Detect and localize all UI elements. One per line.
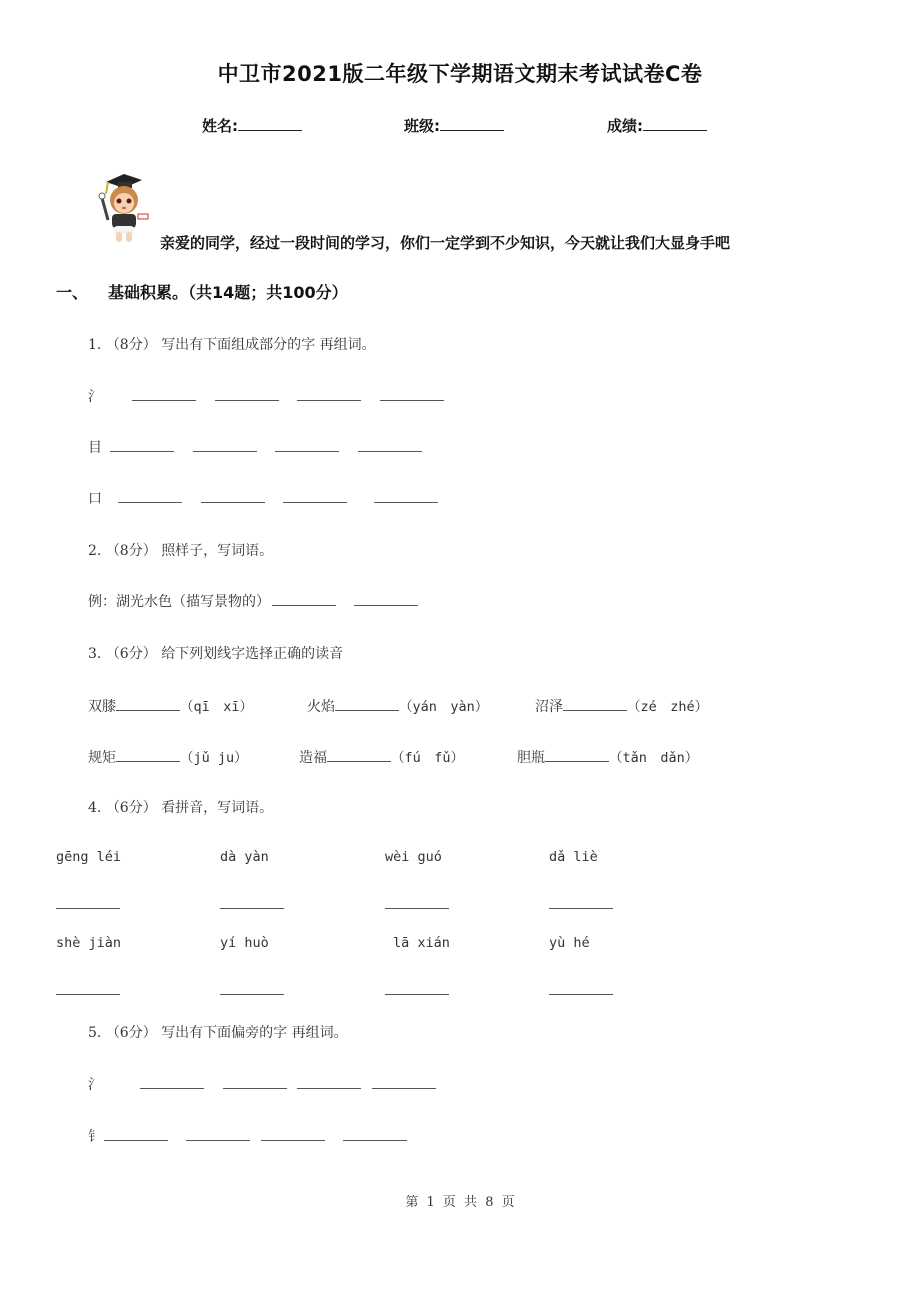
name-field[interactable] [202,115,302,136]
q1-row-1 [88,386,444,406]
name-blank[interactable] [238,116,302,131]
question-score: （6分） [105,646,157,662]
question-score: （6分） [105,1025,157,1041]
question-number: 1. [88,337,102,353]
answer-blank[interactable] [118,488,182,503]
answer-blank[interactable] [563,696,627,711]
q3-item [535,695,708,716]
word: 胆瓶 [517,750,545,766]
answer-blank[interactable] [549,980,613,995]
q3-item [307,695,488,716]
answer-blank[interactable] [380,386,444,401]
pinyin-options: （qī xī） [180,699,254,715]
word: 沼泽 [535,699,563,715]
answer-blank[interactable] [335,696,399,711]
section-heading [56,280,348,303]
q2-example-row [88,591,418,611]
question-prompt: 写出有下面偏旁的字 再组词。 [161,1025,348,1041]
answer-blank[interactable] [385,980,449,995]
answer-blank[interactable] [283,488,347,503]
question-number: 3. [88,646,102,662]
pinyin-item: shè jiàn [56,935,122,951]
word: 造福 [299,750,327,766]
q3-item [299,746,464,767]
answer-blank[interactable] [343,1126,407,1141]
answer-blank[interactable] [193,437,257,452]
answer-blank[interactable] [215,386,279,401]
score-blank[interactable] [643,116,707,131]
question-4 [88,797,273,817]
question-1 [88,334,376,354]
radical-label: 氵 [88,389,102,405]
question-score: （8分） [105,543,157,559]
name-label: 姓名: [202,117,238,135]
answer-blank[interactable] [116,696,180,711]
answer-blank[interactable] [372,1074,436,1089]
question-score: （6分） [105,800,157,816]
answer-blank[interactable] [186,1126,250,1141]
answer-blank[interactable] [220,894,284,909]
radical-label: 口 [88,491,102,507]
pinyin-item: wèi guó [385,849,442,865]
pinyin-options: （yán yàn） [399,699,489,715]
answer-blank[interactable] [275,437,339,452]
q1-row-2 [88,437,422,457]
word: 火焰 [307,699,335,715]
q5-row-2 [88,1126,407,1146]
word: 双膝 [88,699,116,715]
score-label: 成绩: [607,117,643,135]
pinyin-item: dà yàn [220,849,269,865]
section-title: 基础积累。（共14题；共100分） [108,283,348,302]
answer-blank[interactable] [110,437,174,452]
answer-blank[interactable] [327,747,391,762]
question-number: 4. [88,800,102,816]
question-3 [88,643,343,663]
pinyin-item: gēng léi [56,849,122,865]
pinyin-item: lā xián [393,935,450,951]
question-score: （8分） [105,337,157,353]
word: 规矩 [88,750,116,766]
answer-blank[interactable] [116,747,180,762]
question-prompt: 给下列划线字选择正确的读音 [161,646,344,662]
answer-blank[interactable] [545,747,609,762]
answer-blank[interactable] [140,1074,204,1089]
radical-label: 氵 [88,1077,102,1093]
question-prompt: 照样子，写词语。 [161,543,274,559]
answer-blank[interactable] [220,980,284,995]
answer-blank[interactable] [385,894,449,909]
class-blank[interactable] [440,116,504,131]
question-prompt: 写出有下面组成部分的字 再组词。 [161,337,376,353]
q3-item [88,695,253,716]
question-prompt: 看拼音，写词语。 [161,800,274,816]
page-footer: 第 1 页 共 8 页 [405,1195,515,1210]
answer-blank[interactable] [201,488,265,503]
pinyin-item: yù hé [549,935,590,951]
example-text: 例：湖光水色（描写景物的） [88,594,270,610]
radical-label: 钅 [88,1129,102,1145]
q3-item [88,746,248,767]
greeting-text: 亲爱的同学，经过一段时间的学习，你们一定学到不少知识，今天就让我们大显身手吧 [160,234,731,252]
score-field[interactable] [607,115,707,136]
class-label: 班级: [404,117,440,135]
answer-blank[interactable] [261,1126,325,1141]
pinyin-item: dǎ liè [549,849,598,865]
question-2 [88,540,273,560]
graduate-mascot-icon [88,168,156,246]
answer-blank[interactable] [56,980,120,995]
q1-row-3 [88,488,438,508]
pinyin-item: yí huò [220,935,269,951]
answer-blank[interactable] [358,437,422,452]
pinyin-options: （fú fǔ） [391,750,465,766]
question-5 [88,1022,348,1042]
q3-item [517,746,698,767]
pinyin-options: （tǎn dǎn） [609,750,699,766]
answer-blank[interactable] [374,488,438,503]
answer-blank[interactable] [132,386,196,401]
q5-row-1 [88,1074,436,1094]
answer-blank[interactable] [272,591,336,606]
pinyin-options: （zé zhé） [627,699,709,715]
pinyin-options: （jǔ ju） [180,750,248,766]
page-title: 中卫市2021版二年级下学期语文期末考试试卷C卷 [217,62,703,86]
question-number: 2. [88,543,102,559]
class-field[interactable] [404,115,504,136]
section-number: 一、 [56,283,89,302]
radical-label: 目 [88,440,102,456]
answer-blank[interactable] [549,894,613,909]
answer-blank[interactable] [297,1074,361,1089]
answer-blank[interactable] [223,1074,287,1089]
question-number: 5. [88,1025,102,1041]
answer-blank[interactable] [104,1126,168,1141]
answer-blank[interactable] [354,591,418,606]
answer-blank[interactable] [297,386,361,401]
answer-blank[interactable] [56,894,120,909]
